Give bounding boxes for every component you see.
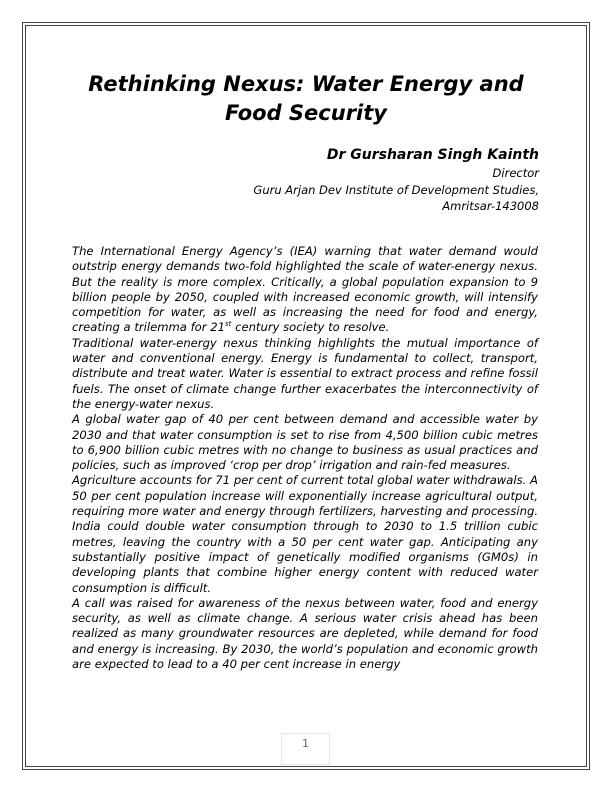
author-name: Dr Gursharan Singh Kainth	[326, 147, 539, 163]
document-title: Rethinking Nexus: Water Energy and Food Security	[88, 72, 524, 125]
author-address: Amritsar-143008	[442, 199, 539, 213]
page-number: 1	[281, 733, 330, 765]
paragraph: A global water gap of 40 per cent between demand and accessible water by 2030 and that water consumption is set to rise from 4,500 billion cubic metres to 6,900 billion cubic metres with no change to business as usual practices and policies, such as improved ‘crop per drop’ irrigation and rain-fed measures.	[72, 412, 538, 473]
author-position: Director	[492, 166, 539, 180]
paragraph: The International Energy Agency’s (IEA) warning that water demand would outstrip energy demands two-fold highlighted the scale of water-energy nexus. But the reality is more complex. Critically, a global population expansion to 9 billion people by 2050, coupled with increased economic growth, will intensify competition for water, as well as increasing the need for food and energy, creating a trilemma for 21st century society to resolve.	[72, 244, 538, 335]
paragraph: Traditional water-energy nexus thinking highlights the mutual importance of water and conventional energy. Energy is fundamental to collect, transport, distribute and treat water. Water is essential to extract process and refine fossil fuels. The onset of climate change further exacerbates the interconnectivity of the energy-water nexus.	[72, 335, 538, 411]
author-block	[159, 146, 539, 215]
paragraph: Agriculture accounts for 71 per cent of current total global water withdrawals. A 50 per cent population increase will exponentially increase agricultural output, requiring more water and energy through fertilizers, harvesting and processing. India could double water consumption through to 2030 to 1.5 trillion cubic metres, leaving the country with a 50 per cent water gap. Anticipating any substantially positive impact of genetically modified organisms (GM0s) in developing plants that combine higher energy content with reduced water consumption is difficult.	[72, 473, 538, 595]
body-text	[72, 244, 538, 672]
paragraph: A call was raised for awareness of the nexus between water, food and energy security, as well as climate change. A serious water crisis ahead has been realized as many groundwater resources are depleted, while demand for food and energy is increasing. By 2030, the world’s population and economic growth are expected to lead to a 40 per cent increase in energy	[72, 595, 538, 672]
author-institute: Guru Arjan Dev Institute of Development Studies,	[253, 182, 539, 197]
